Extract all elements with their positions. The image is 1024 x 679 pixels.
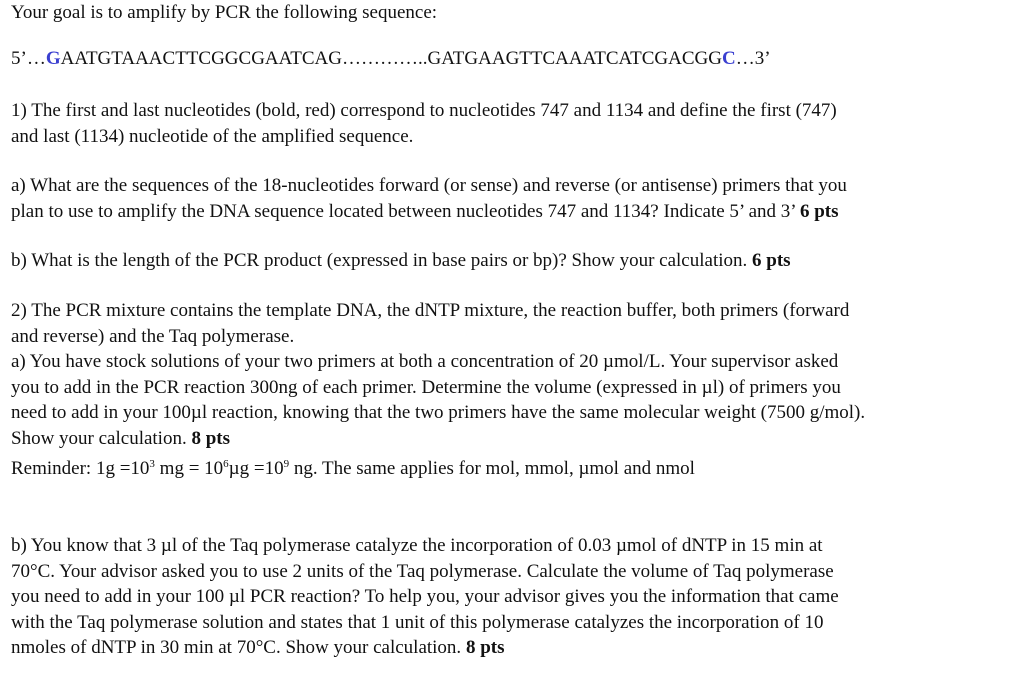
sequence-suffix: …3’ (735, 48, 771, 69)
points-label: 8 pts (191, 427, 231, 449)
question-1b: b) What is the length of the PCR product (expressed in base pairs or bp)? Show your calculation. 6 pts (11, 250, 791, 271)
sequence-prefix: 5’… (11, 48, 46, 69)
first-nucleotide: G (45, 48, 61, 69)
unit-reminder: Reminder: $1g =10^3$ mg = $10^6\mu g =10^9$ ng. The same applies for mol, mmol, µmol and nmol (11, 458, 695, 479)
question-2b: b) You know that 3 µl of the Taq polymerase catalyze the incorporation of 0.03 µmol of dNTP in 15 min at 70°C. Your advisor asked you to use 2 units of the Taq polymerase. Calculate the volume of Taq polymerase you need to add in your 100 µl PCR reaction? To help you, your advisor gives you the information that came with the Taq polymerase solution and states that 1 unit of this polymerase catalyzes the incorporation of 10 nmoles of dNTP in 30 min at 70°C. Show your calculation. 8 pts (11, 535, 839, 658)
points-label: 6 pts (752, 250, 791, 271)
question-2: 2) The PCR mixture contains the template DNA, the dNTP mixture, the reaction buffer, both primers (forward and reverse) and the Taq polymerase. (11, 300, 850, 347)
points-label: 8 pts (465, 637, 505, 658)
points-label: 6 pts (799, 200, 839, 222)
question-1a: a) What are the sequences of the 18-nucleotides forward (or sense) and reverse (or antisense) primers that you plan to use to amplify the DNA sequence located between nucleotides 747 and 1134? Indicate 5’ and 3’ 6 pts (11, 175, 847, 222)
intro-text: Your goal is to amplify by PCR the following sequence: (11, 2, 438, 23)
question-1: 1) The first and last nucleotides (bold, red) correspond to nucleotides 747 and 1134 and define the first (747) and last (1134) nucleotide of the amplified sequence. (11, 100, 837, 147)
question-2a: a) You have stock solutions of your two primers at both a concentration of 20 µmol/L. Your supervisor asked you to add in the PCR reaction 300ng of each primer. Determine the volume (expressed in µl) of primers you need to add in your 100µl reaction, knowing that the two primers have the same molecular weight (7500 g/mol). Show your calculation. 8 pts (11, 351, 866, 449)
last-nucleotide: C (721, 48, 736, 69)
target-sequence (11, 46, 1016, 72)
sequence-body: AATGTAAACTTCGGCGAATCAG…………..GATGAAGTTCAAATCATCGACGG (60, 48, 722, 69)
